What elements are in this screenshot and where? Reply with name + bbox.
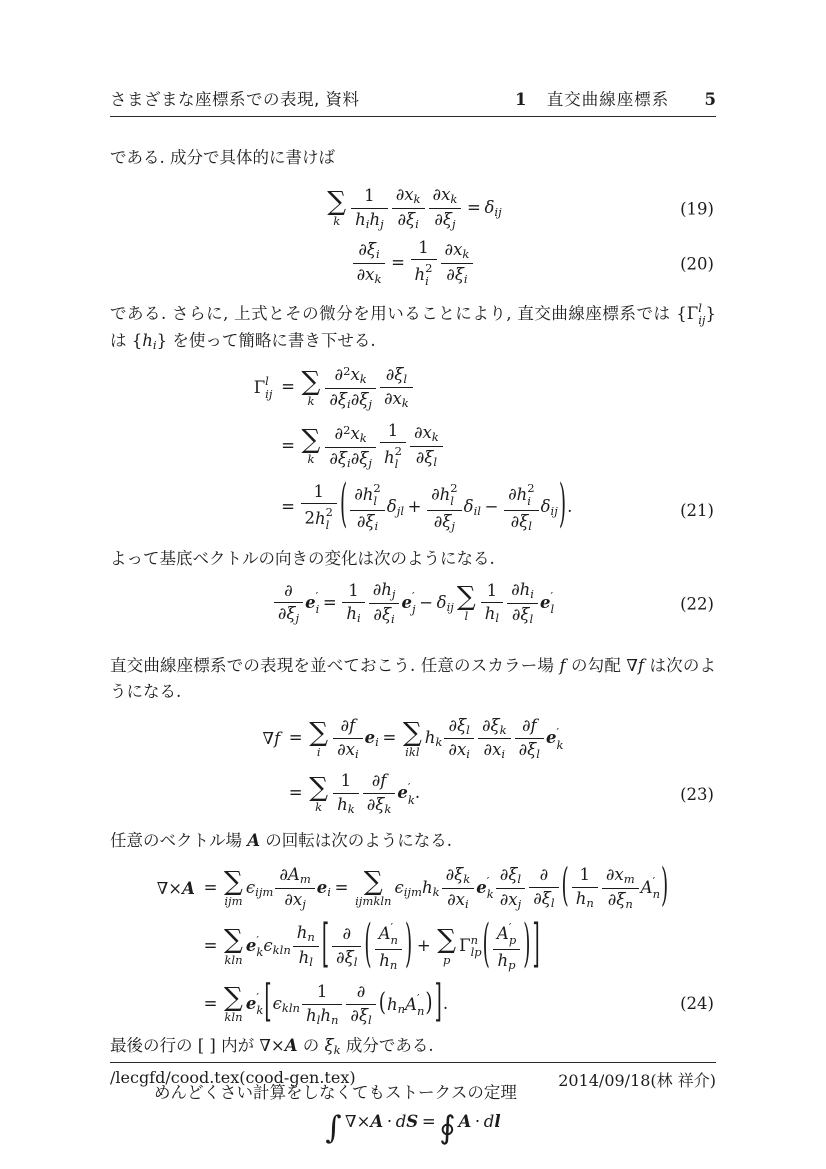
equation-24-align: ∇×A = ∑ ijm ϵijm $\frac{\partial Am}{\partial xj}$ ei = ∑ ijmkln ϵijmhk $\frac{\partial\xi k}{\partial xi}$ e ′ k $\frac{\partial\xi l}{\partial xj}$ $\frac{\partial}{\partial\xi l}$ ( $\frac{1}{hn}$ $\frac{\partial xm}{\partial\xi n}$ A ′ n ) = ∑ kln e ′ k ϵkln $\frac{hn}{hl}$ [ $\frac{\partial}{\partial\xi l}$ ( A ′ n hn ) + ∑ p Γ n lp ( A ′ p hp ) ] = ∑ kln e ′ k [ ϵkln $\frac{1}{\text{hlhn}}$ $\frac{\partial}{\partial\xi l}$ ( hnA ′ n ) ] . — [156, 860, 669, 1028]
header-rule — [110, 116, 716, 117]
footer-date-author: 2014/09/18(林 祥介) — [558, 1071, 716, 1090]
footer-source-path: /lecgfd/cood.tex(cood-gen.tex) — [110, 1068, 356, 1087]
paragraph-rotation: 任意のベクトル場 A の回転は次のようになる. — [110, 831, 453, 851]
equation-19 — [110, 185, 716, 232]
header-section-number: 1 — [515, 90, 527, 109]
header-section-title: 直交曲線座標系 — [546, 90, 670, 109]
page-header — [110, 86, 716, 110]
page-footer — [110, 1062, 716, 1091]
paragraph-christoffel: である. さらに, 上式とその微分を用いることにより, 直交曲線座標系では {Γ l ij } は {hi} を使って簡略に書き下せる. — [110, 300, 716, 352]
equation-22-math: $\frac{\partial}{\partial\xi j}$ e ′ i = $\frac{1}{hi}$ $\frac{\partial hj}{\partial\xi i}$ e ′ j − δij ∑ l $\frac{1}{hl}$ $\frac{\partial hi}{\partial\xi l}$ e ′ l — [272, 593, 554, 612]
equation-22-number: (22) — [680, 594, 714, 613]
equation-stokes-math: ∫ ∇×A · dS = ∮ A · dl — [325, 1110, 501, 1147]
equation-24-number: (24) — [680, 994, 714, 1014]
equation-23 — [110, 716, 716, 817]
equation-21 — [110, 364, 716, 534]
equation-19-number: (19) — [680, 199, 714, 219]
header-page-number: 5 — [704, 90, 716, 109]
paragraph-gradient: 直交曲線座標系での表現を並べておこう. 任意のスカラー場 f の勾配 ∇f は次のようになる. — [110, 655, 716, 702]
equation-20-number: (20) — [680, 254, 714, 274]
equation-19-math: ∑ k $\frac{1}{\text{hihj}}$ $\frac{\partial xk}{\partial\xi i}$ $\frac{\partial xk}{\partial\xi j}$ = δij — [327, 185, 502, 232]
paragraph-stokes-intro: めんどくさい計算をしなくてもストークスの定理 — [154, 1082, 517, 1102]
footer-rule — [110, 1062, 716, 1063]
equation-22 — [110, 580, 716, 627]
equation-21-align: Γ l ij = ∑ k $\frac{\partial^2xk}{\partial\xi i\partial\xi j}$ $\frac{\partial\xi l}{\partial xk}$ = ∑ k $\frac{\partial^2xk}{\partial\xi i\partial\xi j}$ 1 h 2 l $\frac{\partial xk}{\partial\xi l}$ = 1 2h 2 l ( ∂h 2 l ∂ξi δjl + ∂h 2 l ∂ξj δil − ∂h 2 i ∂ξl δij ) . — [253, 364, 573, 535]
paragraph-bracket-component: 最後の行の [ ] 内が ∇×A の ξk 成分である. — [110, 1036, 434, 1058]
equation-20 — [110, 238, 716, 289]
equation-21-number: (21) — [680, 500, 714, 520]
equation-stokes — [110, 1110, 716, 1147]
paragraph-basis-vectors: よって基底ベクトルの向きの変化は次のようになる. — [110, 548, 495, 568]
header-section — [515, 86, 716, 110]
paragraph-intro-components: である. 成分で具体的に書けば — [110, 148, 335, 167]
equation-23-number: (23) — [680, 785, 714, 805]
equation-24 — [110, 860, 716, 1028]
header-running-title: さまざまな座標系での表現, 資料 — [110, 90, 360, 109]
equation-23-align: ∇f = ∑ i $\frac{\partial f}{\partial xi}$ ei = ∑ ikl hk $\frac{\partial\xi l}{\partial xi}$ $\frac{\partial\xi k}{\partial xi}$ $\frac{\partial f}{\partial\xi l}$ e ′ k = ∑ k $\frac{1}{hk}$ $\frac{\partial f}{\partial\xi k}$ e ′ k . — [262, 715, 564, 816]
equation-20-math: $\frac{\partial\xi i}{\partial xk}$ = 1 h 2 i $\frac{\partial xk}{\partial\xi i}$ — [351, 253, 476, 272]
